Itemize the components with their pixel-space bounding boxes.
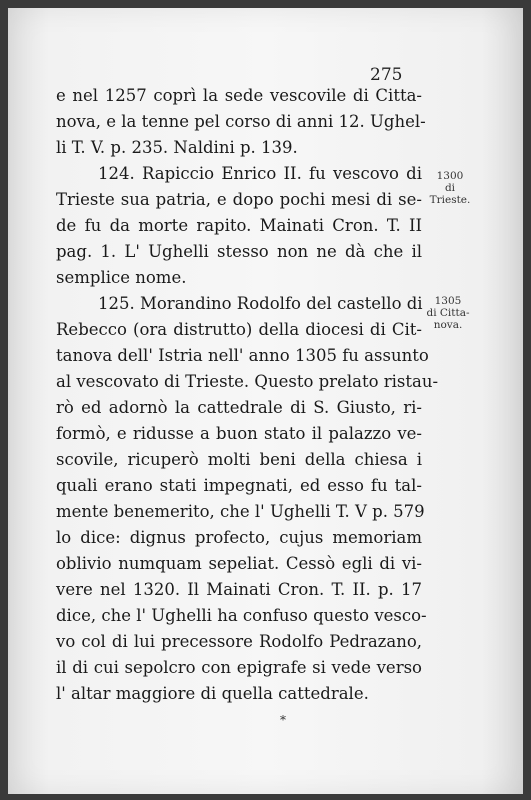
text-line-10: Rebecco (ora distrutto) della diocesi di Cit- [56, 320, 422, 339]
text-line-6: de fu da morte rapito. Mainati Cron. T. II [56, 216, 422, 235]
text-line-22: vo col di lui precessore Rodolfo Pedrazano, [56, 632, 422, 651]
text-line-15: scovile, ricuperò molti beni della chiesa i [56, 450, 422, 469]
text-line-18: lo dice: dignus profecto, cujus memoriam [56, 528, 422, 547]
margin-note-1300 [424, 170, 476, 206]
text-line-16: quali erano stati impegnati, ed esso fu tal- [56, 476, 422, 495]
text-line-24: l' altar maggiore di quella cattedrale. [56, 684, 369, 703]
footer-mark: * [280, 713, 286, 727]
margin-note-1305 [422, 295, 474, 331]
text-line-3: li T. V. p. 235. Naldini p. 139. [56, 138, 298, 157]
text-line-13: rò ed adornò la cattedrale di S. Giusto, ri- [56, 398, 422, 417]
text-line-11: tanova dell' Istria nell' anno 1305 fu assunto [56, 346, 429, 365]
text-line-2: nova, e la tenne pel corso di anni 12. Ughel- [56, 112, 426, 131]
book-page [8, 8, 523, 794]
page-number: 275 [370, 65, 403, 85]
text-line-23: il di cui sepolcro con epigrafe si vede verso [56, 658, 422, 677]
text-line-1: e nel 1257 coprì la sede vescovile di Citta- [56, 86, 422, 105]
text-line-8: semplice nome. [56, 268, 187, 287]
text-line-7: pag. 1. L' Ughelli stesso non ne dà che il [56, 242, 422, 261]
margin-note-place: di Trieste. [429, 182, 471, 206]
margin-note-year: 1300 [436, 170, 464, 182]
text-line-19: oblivio numquam sepeliat. Cessò egli di vi- [56, 554, 422, 573]
text-line-12: al vescovato di Trieste. Questo prelato ristau- [56, 372, 439, 391]
text-line-5: Trieste sua patria, e dopo pochi mesi di se- [56, 190, 422, 209]
text-line-14: formò, e ridusse a buon stato il palazzo ve- [56, 424, 422, 443]
margin-note-place-cont: nova. [433, 319, 463, 331]
text-line-20: vere nel 1320. Il Mainati Cron. T. II. p. 17 [56, 580, 422, 599]
text-line-17: mente benemerito, che l' Ughelli T. V p. 579 [56, 502, 425, 521]
text-line-21: dice, che l' Ughelli ha confuso questo vesco- [56, 606, 427, 625]
margin-note-place: di Citta- [426, 307, 470, 319]
entry-125-heading: 125. Morandino Rodolfo del castello di [98, 294, 423, 313]
entry-124-heading: 124. Rapiccio Enrico II. fu vescovo di [98, 164, 422, 183]
margin-note-year: 1305 [434, 295, 462, 307]
